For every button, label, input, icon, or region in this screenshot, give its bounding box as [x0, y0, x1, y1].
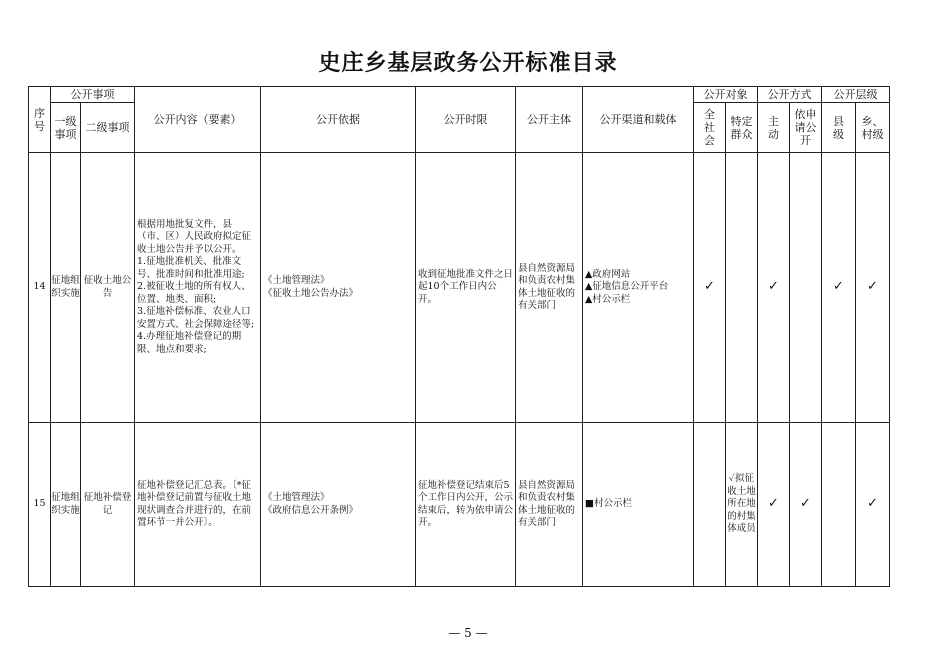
check-county	[822, 423, 856, 587]
header-subject: 公开主体	[516, 87, 583, 153]
header-channel: 公开渠道和载体	[583, 87, 694, 153]
header-basis: 公开依据	[261, 87, 416, 153]
row-channel: ▲政府网站 ▲征地信息公开平台 ▲村公示栏	[583, 153, 694, 423]
row-channel: ■村公示栏	[583, 423, 694, 587]
check-specific: ✓拟征收土地所在地的村集体成员	[726, 423, 758, 587]
row-subject: 县自然资源局和负责农村集体土地征收的有关部门	[516, 153, 583, 423]
header-level-township: 乡、 村级	[856, 103, 890, 153]
row-seq: 14	[29, 153, 51, 423]
check-township: ✓	[856, 423, 890, 587]
header-audience-specific: 特定 群众	[726, 103, 758, 153]
row-level1: 征地组织实施	[51, 423, 81, 587]
table-row	[29, 423, 890, 587]
header-method-active: 主 动	[758, 103, 790, 153]
row-level1: 征地组织实施	[51, 153, 81, 423]
check-active: ✓	[758, 153, 790, 423]
row-level2: 征地补偿登记	[81, 423, 135, 587]
header-level2: 二级事项	[81, 103, 135, 153]
check-specific	[726, 153, 758, 423]
check-township: ✓	[856, 153, 890, 423]
row-basis: 《土地管理法》 《政府信息公开条例》	[261, 423, 416, 587]
row-seq: 15	[29, 423, 51, 587]
page-number: — 5 —	[448, 626, 488, 640]
header-audience: 公开对象	[694, 87, 758, 103]
header-content: 公开内容（要素）	[135, 87, 261, 153]
check-active: ✓	[758, 423, 790, 587]
header-level-county: 县 级	[822, 103, 856, 153]
page-title: 史庄乡基层政务公开标准目录	[318, 51, 618, 76]
header-level: 公开层级	[822, 87, 890, 103]
header-method-apply: 依申 请公 开	[790, 103, 822, 153]
check-on-request: ✓	[790, 423, 822, 587]
row-level2: 征收土地公告	[81, 153, 135, 423]
table-row	[29, 153, 890, 423]
header-method: 公开方式	[758, 87, 822, 103]
header-seq: 序 号	[29, 87, 51, 153]
row-subject: 县自然资源局和负责农村集体土地征收的有关部门	[516, 423, 583, 587]
catalog-table	[28, 86, 890, 587]
row-content: 征地补偿登记汇总表。〔*征地补偿登记前置与征收土地现状调查合并进行的，在前置环节一并公开〕。	[135, 423, 261, 587]
header-audience-all: 全 社 会	[694, 103, 726, 153]
check-on-request	[790, 153, 822, 423]
row-time-limit: 收到征地批准文件之日起10个工作日内公开。	[416, 153, 516, 423]
check-county: ✓	[822, 153, 856, 423]
header-level1: 一级 事项	[51, 103, 81, 153]
row-content: 根据用地批复文件，县（市、区）人民政府拟定征收土地公告并予以公开。 1.征地批准机关、批准文号、批准时间和批准用途; 2.被征收土地的所有权人、位置、地类、面积; 3.征地补偿标准、农业人口安置方式、社会保障途径等; 4.办理征地补偿登记的期限、地点和要求;	[135, 153, 261, 423]
check-all-society: ✓	[694, 153, 726, 423]
check-all-society	[694, 423, 726, 587]
row-time-limit: 征地补偿登记结束后5个工作日内公开，公示结束后，转为依申请公开。	[416, 423, 516, 587]
row-basis: 《土地管理法》 《征收土地公告办法》	[261, 153, 416, 423]
header-time-limit: 公开时限	[416, 87, 516, 153]
header-matters: 公开事项	[51, 87, 135, 103]
